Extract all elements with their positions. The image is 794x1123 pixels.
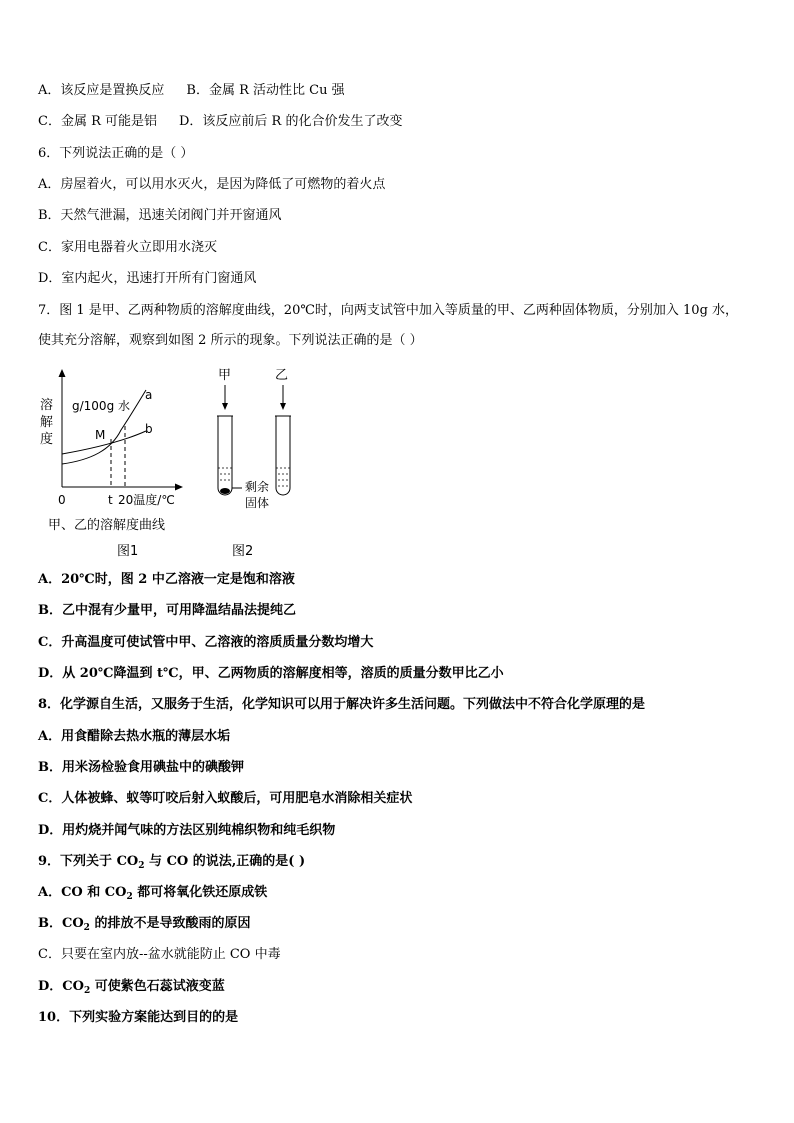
q9-option-a (38, 885, 267, 901)
arrow-yi-icon (280, 403, 286, 410)
q7-option-b: B．乙中混有少量甲，可用降温结晶法提纯乙 (38, 603, 296, 618)
q7-option-a: A．20℃时，图 2 中乙溶液一定是饱和溶液 (38, 572, 295, 587)
tube-yi (276, 416, 290, 495)
figure-2-test-tubes (210, 360, 310, 510)
figure-1-solubility-chart (36, 360, 236, 510)
q8-option-b: B．用米汤检验食用碘盐中的碘酸钾 (38, 760, 244, 775)
curve-b-label: b (145, 422, 153, 436)
x-axis-arrow-icon (175, 484, 183, 491)
q9-option-a-pre: A．CO 和 CO (38, 885, 127, 900)
q9-option-d-pre: D．CO (38, 979, 84, 994)
q5-option-b: B．金属 R 活动性比 Cu 强 (186, 83, 345, 98)
q9-option-b-pre: B．CO (38, 916, 84, 931)
q9-option-d (38, 979, 225, 995)
q9-stem-sub: 2 (138, 861, 145, 871)
curve-a-label: a (145, 388, 153, 402)
figure-1-caption: 图1 (117, 544, 139, 559)
q6-option-c: C．家用电器着火立即用水浇灭 (38, 240, 217, 255)
q8-stem: 8．化学源自生活，又服务于生活，化学知识可以用于解决许多生活问题。下列做法中不符合化学原理的是 (38, 697, 646, 712)
y-label-3: 度 (40, 432, 54, 447)
tube-jia-label: 甲 (218, 368, 232, 383)
q9-option-a-post: 都可将氧化铁还原成铁 (132, 885, 268, 900)
q9-option-b-sub: 2 (83, 923, 90, 933)
residue-label-2: 固体 (245, 496, 270, 510)
y-label-1: 溶 (40, 398, 54, 413)
q8-option-a: A．用食醋除去热水瓶的薄层水垢 (38, 729, 231, 744)
arrow-jia-icon (222, 403, 228, 410)
q8-option-d: D．用灼烧并闻气味的方法区别纯棉织物和纯毛织物 (38, 823, 336, 838)
q9-option-c: C．只要在室内放--盆水就能防止 CO 中毒 (38, 947, 281, 962)
tube-jia (218, 416, 232, 495)
y-axis-arrow-icon (59, 369, 66, 377)
q9-option-d-post: 可使紫色石蕊试液变蓝 (90, 979, 225, 994)
figure-2-caption: 图2 (232, 544, 254, 559)
q5-options-row-2 (38, 114, 402, 130)
figure-1-title: 甲、乙的溶解度曲线 (48, 518, 166, 533)
x-axis-label: 20温度/℃ (118, 493, 175, 507)
y-label-2: 解 (40, 415, 54, 430)
q5-option-c: C．金属 R 可能是铝 (38, 114, 157, 129)
q9-option-a-sub: 2 (126, 892, 133, 902)
q9-stem (38, 854, 305, 870)
y-unit-label: g/100g 水 (72, 399, 130, 413)
q7-stem-line-2: 使其充分溶解，观察到如图 2 所示的现象。下列说法正确的是（ ） (38, 333, 423, 348)
q7-option-c: C．升高温度可使试管中甲、乙溶液的溶质质量分数均增大 (38, 635, 374, 650)
q9-stem-post: 与 CO 的说法,正确的是( ) (144, 854, 306, 869)
q9-option-d-sub: 2 (83, 986, 91, 996)
q9-option-b-post: 的排放不是导致酸雨的原因 (89, 916, 251, 931)
q8-option-c: C．人体被蜂、蚁等叮咬后射入蚁酸后，可用肥皂水消除相关症状 (38, 791, 413, 806)
q7-stem-line-1: 7．图 1 是甲、乙两种物质的溶解度曲线，20℃时，向两支试管中加入等质量的甲、乙两种固体物质，分别加入 10g 水， (38, 303, 739, 318)
q7-option-d: D．从 20℃降温到 t℃，甲、乙两物质的溶解度相等，溶质的质量分数甲比乙小 (38, 666, 504, 681)
point-m-label: M (95, 428, 106, 442)
tube-jia-residue-solid (220, 488, 230, 494)
q6-stem: 6．下列说法正确的是（ ） (38, 146, 194, 161)
tick-t-label: t (108, 493, 113, 507)
q9-stem-pre: 9．下列关于 CO (38, 854, 139, 869)
q5-option-a: A．该反应是置换反应 (38, 83, 165, 98)
origin-label: 0 (58, 493, 66, 507)
q6-option-b: B．天然气泄漏，迅速关闭阀门并开窗通风 (38, 208, 282, 223)
q5-options-row-1 (38, 83, 345, 99)
q6-option-a: A．房屋着火，可以用水灭火，是因为降低了可燃物的着火点 (38, 177, 386, 192)
residue-label-1: 剩余 (245, 480, 270, 494)
q9-option-b (38, 916, 250, 932)
tube-yi-label: 乙 (275, 368, 289, 383)
q6-option-d: D．室内起火，迅速打开所有门窗通风 (38, 271, 257, 286)
q5-option-d: D．该反应前后 R 的化合价发生了改变 (179, 114, 403, 129)
q10-stem: 10．下列实验方案能达到目的的是 (38, 1010, 239, 1025)
